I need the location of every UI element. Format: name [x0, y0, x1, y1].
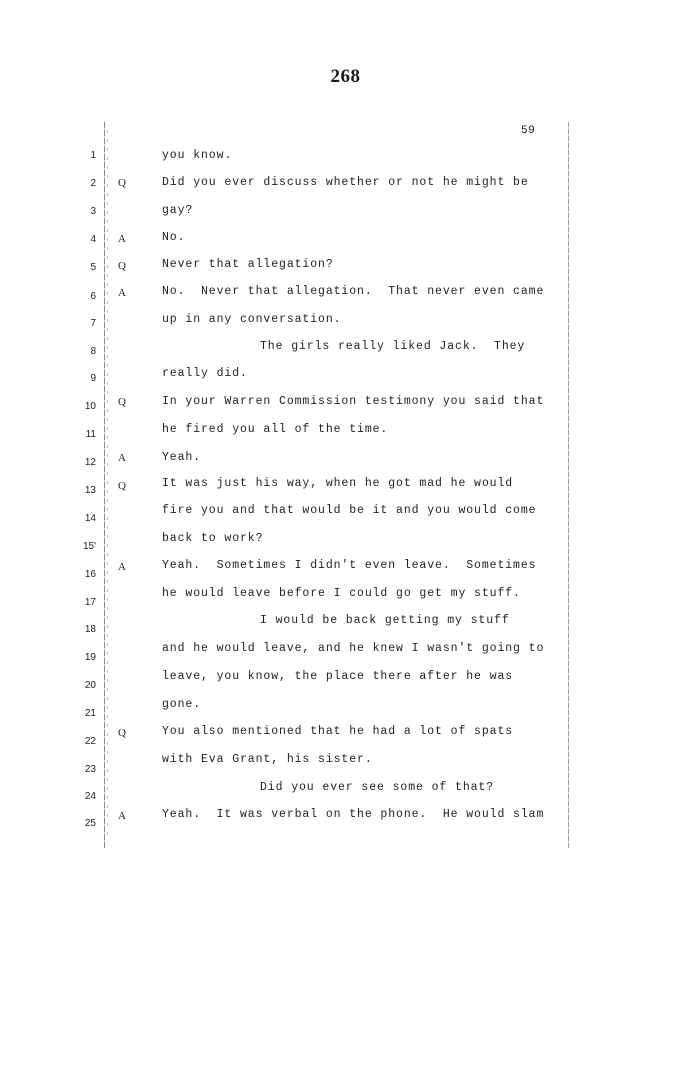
- testimony-line: Yeah. It was verbal on the phone. He would slam: [162, 808, 545, 821]
- line-number: 14: [84, 513, 96, 524]
- line-number: 2: [90, 178, 96, 189]
- line-number: 5: [90, 262, 96, 273]
- line-number: 22: [84, 736, 96, 747]
- speaker-q: Q: [118, 480, 126, 492]
- speaker-q: Q: [118, 260, 126, 272]
- speaker-a: A: [118, 452, 126, 464]
- testimony-line: with Eva Grant, his sister.: [162, 753, 373, 766]
- testimony-line: You also mentioned that he had a lot of spats: [162, 725, 514, 738]
- volume-page-number: 268: [330, 66, 361, 87]
- testimony-line: you know.: [162, 149, 233, 162]
- line-number: 19: [84, 652, 96, 663]
- testimony-line: Did you ever discuss whether or not he might be: [162, 176, 529, 189]
- testimony-line: up in any conversation.: [162, 313, 342, 326]
- testimony-line: fire you and that would be it and you would come: [162, 504, 537, 517]
- speaker-a: A: [118, 287, 126, 299]
- testimony-line: No. Never that allegation. That never even came: [162, 285, 545, 298]
- testimony-line: gay?: [162, 204, 194, 217]
- line-number: 16: [84, 569, 96, 580]
- testimony-line: Did you ever see some of that?: [260, 781, 495, 794]
- right-margin-rule: [568, 122, 569, 848]
- testimony-line: I would be back getting my stuff: [260, 614, 510, 627]
- speaker-q: Q: [118, 727, 126, 739]
- testimony-line: No.: [162, 231, 186, 244]
- line-number: 25: [84, 818, 96, 829]
- line-number: 9: [90, 373, 96, 384]
- testimony-line: It was just his way, when he got mad he would: [162, 477, 514, 490]
- line-number: 15': [82, 541, 96, 552]
- line-number: 18: [84, 624, 96, 635]
- testimony-line: Never that allegation?: [162, 258, 334, 271]
- line-number: 11: [85, 429, 96, 440]
- line-number: 1: [90, 150, 96, 161]
- testimony-line: Yeah.: [162, 451, 202, 464]
- testimony-line: back to work?: [162, 532, 264, 545]
- line-number: 24: [84, 791, 96, 802]
- testimony-line: he would leave before I could go get my stuff.: [162, 587, 521, 600]
- left-margin-rule: [104, 122, 105, 848]
- testimony-line: he fired you all of the time.: [162, 423, 389, 436]
- speaker-q: Q: [118, 177, 126, 189]
- testimony-line: In your Warren Commission testimony you said that: [162, 395, 545, 408]
- testimony-line: and he would leave, and he knew I wasn't going to: [162, 642, 545, 655]
- line-number: 23: [84, 764, 96, 775]
- line-number: 12: [84, 457, 96, 468]
- testimony-line: leave, you know, the place there after he was: [162, 670, 514, 683]
- speaker-a: A: [118, 561, 126, 573]
- speaker-a: A: [118, 233, 126, 245]
- testimony-line: Yeah. Sometimes I didn't even leave. Sometimes: [162, 559, 537, 572]
- line-number: 21: [84, 708, 96, 719]
- speaker-q: Q: [118, 396, 126, 408]
- left-margin-rule-inner: [107, 130, 108, 840]
- line-number: 7: [90, 318, 96, 329]
- line-number: 4: [90, 234, 96, 245]
- line-number: 10: [84, 401, 96, 412]
- line-number: 13: [84, 485, 96, 496]
- testimony-line: really did.: [162, 367, 248, 380]
- speaker-a: A: [118, 810, 126, 822]
- line-number: 3: [90, 206, 96, 217]
- line-number: 17: [84, 597, 96, 608]
- line-number: 6: [90, 291, 96, 302]
- line-number: 8: [90, 346, 96, 357]
- testimony-line: gone.: [162, 698, 202, 711]
- testimony-line: The girls really liked Jack. They: [260, 340, 526, 353]
- line-number: 20: [84, 680, 96, 691]
- transcript-page-number: 59: [521, 125, 536, 137]
